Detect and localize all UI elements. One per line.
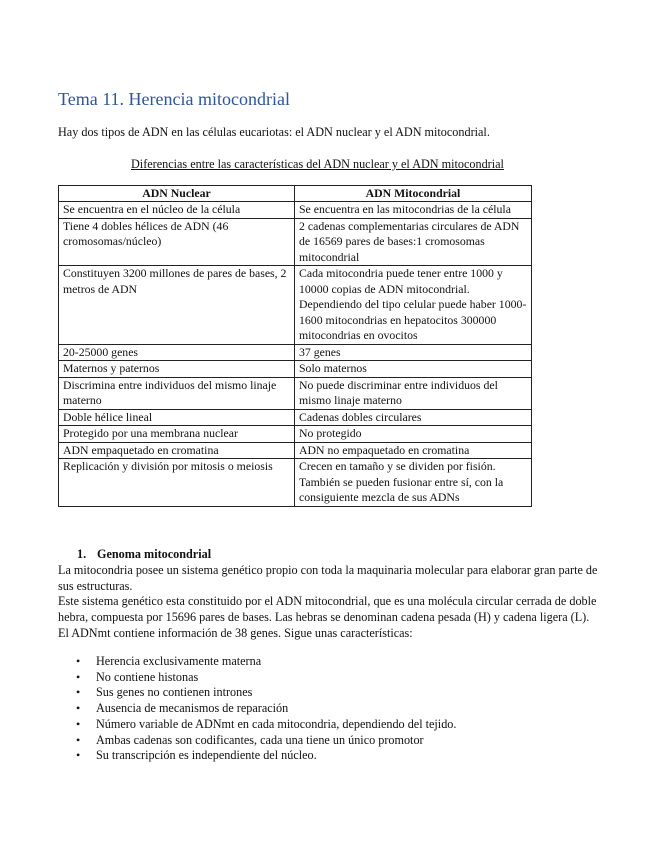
characteristics-list — [58, 654, 456, 764]
bullet-icon: • — [76, 716, 81, 731]
section-heading — [77, 547, 211, 562]
table-row — [59, 266, 532, 345]
cell-nuclear: Protegido por una membrana nuclear — [59, 426, 295, 443]
list-item: • Ambas cadenas son codificantes, cada una tiene un único promotor — [76, 732, 424, 747]
cell-mitocondrial: Crecen en tamaño y se dividen por fisión. También se pueden fusionar entre sí, con la consiguiente mezcla de sus ADNs — [295, 459, 532, 507]
cell-mitocondrial: 2 cadenas complementarias circulares de ADN de 16569 pares de bases:1 cromosomas mitocondrial — [295, 218, 532, 266]
list-item: • Sus genes no contienen intrones — [76, 685, 253, 700]
list-item: • Número variable de ADNmt en cada mitocondria, dependiendo del tejido. — [76, 716, 457, 731]
table-header-row — [59, 186, 532, 202]
cell-nuclear: Doble hélice lineal — [59, 409, 295, 426]
section-paragraph-2: Este sistema genético esta constituido por el ADN mitocondrial, que es una molécula circular cerrada de doble hebra, compuesta por 15696 pares de bases. Las hebras se denominan cadena pesada (H) y cadena ligera (L). El ADNmt contiene información de 38 genes. Sigue unas características: — [58, 594, 597, 640]
cell-mitocondrial: 37 genes — [295, 344, 532, 361]
table-row — [59, 459, 532, 507]
bullet-icon: • — [76, 669, 81, 684]
header-adn-mitocondrial: ADN Mitocondrial — [295, 186, 532, 202]
table-row — [59, 202, 532, 219]
table-row — [59, 344, 532, 361]
cell-mitocondrial: No protegido — [295, 426, 532, 443]
cell-mitocondrial: Se encuentra en las mitocondrias de la célula — [295, 202, 532, 219]
table-row — [59, 409, 532, 426]
cell-nuclear: Maternos y paternos — [59, 361, 295, 378]
table-row — [59, 426, 532, 443]
cell-nuclear: Discrimina entre individuos del mismo linaje materno — [59, 377, 295, 409]
cell-mitocondrial: Cada mitocondria puede tener entre 1000 y 10000 copias de ADN mitocondrial. Dependiendo del tipo celular puede haber 1000-1600 mitocondrias en hepatocitos 300000 mitocondrias en ovocitos — [295, 266, 532, 345]
comparison-table — [58, 185, 532, 507]
cell-nuclear: Se encuentra en el núcleo de la célula — [59, 202, 295, 219]
list-item: • Su transcripción es independiente del núcleo. — [76, 748, 317, 763]
bullet-icon: • — [76, 748, 81, 763]
section-number: 1. — [77, 547, 87, 561]
table-caption: Diferencias entre las características del ADN nuclear y el ADN mitocondrial — [131, 157, 504, 171]
table-row — [59, 442, 532, 459]
cell-nuclear: 20-25000 genes — [59, 344, 295, 361]
cell-nuclear: ADN empaquetado en cromatina — [59, 442, 295, 459]
cell-mitocondrial: ADN no empaquetado en cromatina — [295, 442, 532, 459]
cell-mitocondrial: Solo maternos — [295, 361, 532, 378]
list-item: • No contiene histonas — [76, 669, 199, 684]
cell-mitocondrial: No puede discriminar entre individuos del mismo linaje materno — [295, 377, 532, 409]
cell-nuclear: Replicación y división por mitosis o meiosis — [59, 459, 295, 507]
page-title: Tema 11. Herencia mitocondrial — [58, 89, 290, 109]
bullet-icon: • — [76, 685, 81, 700]
table-row — [59, 377, 532, 409]
cell-nuclear: Constituyen 3200 millones de pares de bases, 2 metros de ADN — [59, 266, 295, 345]
cell-nuclear: Tiene 4 dobles hélices de ADN (46 cromosomas/núcleo) — [59, 218, 295, 266]
section-title: Genoma mitocondrial — [97, 547, 212, 561]
header-adn-nuclear: ADN Nuclear — [59, 186, 295, 202]
list-item: • Herencia exclusivamente materna — [76, 654, 262, 668]
table-row — [59, 218, 532, 266]
list-item: • Ausencia de mecanismos de reparación — [76, 701, 289, 716]
bullet-icon: • — [76, 701, 81, 716]
intro-paragraph: Hay dos tipos de ADN en las células eucariotas: el ADN nuclear y el ADN mitocondrial. — [58, 125, 490, 139]
bullet-icon: • — [76, 732, 81, 747]
table-row — [59, 361, 532, 378]
cell-mitocondrial: Cadenas dobles circulares — [295, 409, 532, 426]
section-paragraph-1: La mitocondria posee un sistema genético propio con toda la maquinaria molecular para elaborar gran parte de sus estructuras. — [58, 563, 598, 593]
bullet-icon: • — [76, 654, 81, 668]
